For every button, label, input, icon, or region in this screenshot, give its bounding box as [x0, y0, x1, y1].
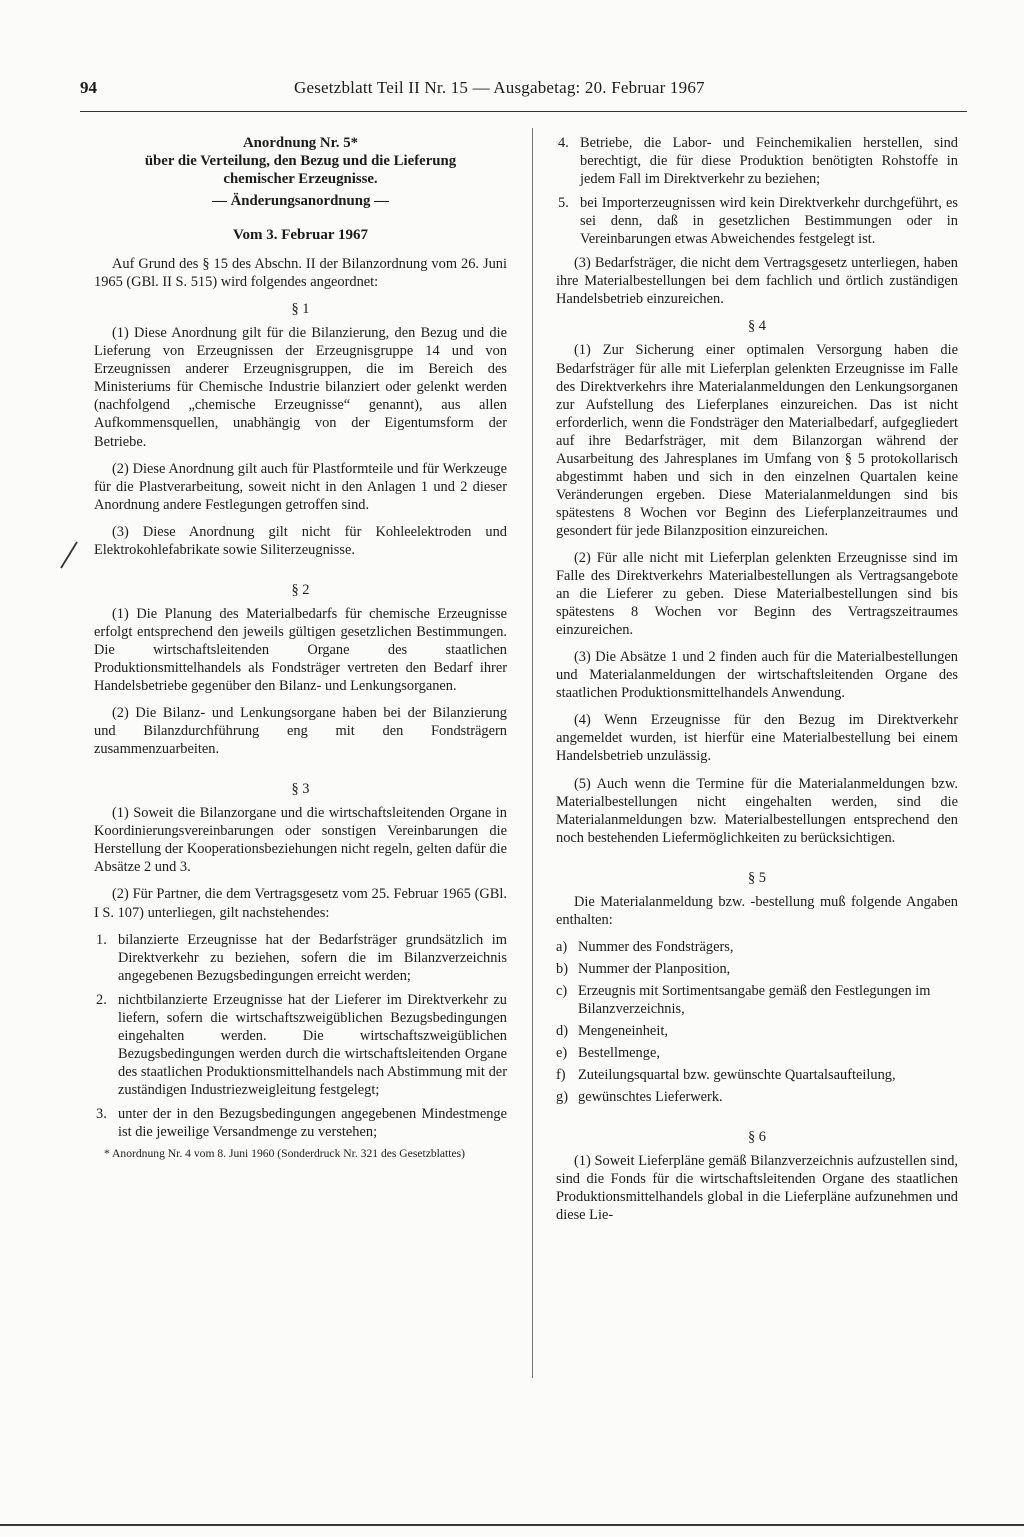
paragraph: (3) Die Absätze 1 und 2 finden auch für die Materialbestellungen und Materialanmeldungen der wirtschaftsleitenden Organe des staatlichen Produktionsmittelhandels Anwendung. — [556, 649, 958, 702]
ordinance-title: Anordnung Nr. 5* über die Verteilung, den Bezug und die Lieferung chemischer Erzeugnisse. — [144, 135, 457, 187]
paragraph: (2) Für Partner, die dem Vertragsgesetz vom 25. Februar 1965 (GBl. I S. 107) unterliegen, gilt nachstehendes: — [94, 886, 507, 921]
section-heading-4: § 4 — [748, 318, 766, 335]
paragraph: Die Materialanmeldung bzw. -bestellung muß folgende Angaben enthalten: — [556, 893, 958, 928]
list-item: f) Zuteilungsquartal bzw. gewünschte Quartalsaufteilung, — [556, 1067, 896, 1084]
paragraph: (5) Auch wenn die Termine für die Materialanmeldungen bzw. Materialbestellungen nicht eingehalten werden, sind die Materialanmeldungen bzw. Materialbestellungen entsprechend den noch bestehenden Liefermöglichkeiten zu berücksichtigen. — [556, 775, 958, 846]
header-rule — [80, 111, 967, 112]
list-item: e) Bestellmenge, — [556, 1045, 660, 1062]
list-item: d) Mengeneinheit, — [556, 1023, 668, 1040]
paragraph: (4) Wenn Erzeugnisse für den Bezug im Direktverkehr angemeldet wurden, ist hierfür eine Materialbestellung bei einem Handelsbetrieb unzulässig. — [556, 712, 958, 765]
section-heading-1: § 1 — [291, 301, 310, 318]
right-column — [556, 134, 958, 1233]
list-item: b) Nummer der Planposition, — [556, 960, 731, 977]
paragraph: (1) Zur Sicherung einer optimalen Versorgung haben die Bedarfsträger für alle mit Lieferplan gelenkten Erzeugnisse im Falle des Direktverkehrs ihre Materialanmeldungen den Lenkungsorganen zur Aufstellung des Lieferplanes einzureichen. Das ist nicht erforderlich, wenn die Fondsträger den Materialbedarf, aufgegliedert auf ihre Bedarfsträger, mit dem Bilanzorgan während der Ausarbeitung des Jahresplanes im Umfang von § 5 protokollarisch abgestimmt haben und sich in den einzelnen Quartalen keine Veränderungen ergeben. Diese Materialanmeldungen sind bis spätestens 8 Wochen vor Beginn des Lieferplanzeitraumes und gesondert für jede Bilanzposition einzureichen. — [556, 342, 958, 539]
paragraph: (1) Soweit die Bilanzorgane und die wirtschaftsleitenden Organe in Koordinierungsvereinbarungen oder sonstigen Vereinbarungen die Herstellung der Kooperationsbeziehungen nicht regeln, gelten dafür die Absätze 2 und 3. — [94, 805, 507, 876]
ordinance-date: Vom 3. Februar 1967 — [233, 227, 368, 244]
list-item: 1. bilanzierte Erzeugnisse hat der Bedarfsträger grundsätzlich im Direktverkehr zu beziehen, sofern die im Bilanzverzeichnis angegebenen Bezugsbedingungen erreicht werden; — [96, 931, 507, 984]
paragraph: (1) Soweit Lieferpläne gemäß Bilanzverzeichnis aufzustellen sind, sind die Fonds für die wirtschaftsleitenden Organe des staatlichen Produktionsmittelhandels global in die Lieferpläne aufzunehmen und diese Lie- — [556, 1153, 958, 1224]
left-column — [94, 134, 507, 1161]
section-heading-3: § 3 — [291, 781, 310, 798]
margin-pencil-mark — [58, 540, 80, 570]
paragraph: (1) Die Planung des Materialbedarfs für chemische Erzeugnisse erfolgt entsprechend den jeweils gültigen gesetzlichen Bestimmungen. Die wirtschaftsleitenden Organe des staatlichen Produktionsmittelhandels als Fondsträger vertreten den Bedarf ihrer Handelsbetriebe gegenüber den Bilanz- und Lenkungsorganen. — [94, 605, 507, 695]
section-heading-6: § 6 — [748, 1129, 766, 1146]
paragraph: (3) Bedarfsträger, die nicht dem Vertragsgesetz unterliegen, haben ihre Materialbestellungen bei dem fachlich und örtlich zuständigen Handelsbetrieb einzureichen. — [556, 255, 958, 308]
paragraph: (2) Für alle nicht mit Lieferplan gelenkten Erzeugnisse sind im Falle des Direktverkehrs Materialbestellungen als Vertragsangebote an die Lieferer zu geben. Diese Materialbestellungen sind bis spätestens 8 Wochen vor Beginn des Vertragszeitraumes einzureichen. — [556, 549, 958, 639]
column-divider — [532, 128, 533, 1378]
list-item: 5. bei Importerzeugnissen wird kein Direktverkehr durchgeführt, es sei denn, daß in gesetzlichen Bestimmungen oder in Vereinbarungen etwas Abweichendes festgelegt ist. — [558, 195, 958, 248]
list-item: a) Nummer des Fondsträgers, — [556, 938, 734, 955]
list-item: 4. Betriebe, die Labor- und Feinchemikalien herstellen, sind berechtigt, die für diese Produktion benötigten Rohstoffe in jedem Fall im Direktverkehr zu beziehen; — [558, 135, 958, 188]
paragraph: (2) Die Bilanz- und Lenkungsorgane haben bei der Bilanzierung und Bilanzdurchführung eng mit den Fondsträgern zusammenzuarbeiten. — [94, 705, 507, 758]
scan-edge-line — [0, 1524, 1024, 1526]
ordinance-subtitle: — Änderungsanordnung — — [212, 193, 389, 209]
running-head: Gesetzblatt Teil II Nr. 15 — Ausgabetag: 20. Februar 1967 — [294, 78, 705, 97]
page-header — [80, 78, 1024, 102]
preamble: Auf Grund des § 15 des Abschn. II der Bilanzordnung vom 26. Juni 1965 (GBl. II S. 515) wird folgendes angeordnet: — [94, 256, 507, 291]
footnote: * Anordnung Nr. 4 vom 8. Juni 1960 (Sonderdruck Nr. 321 des Gesetzblattes) — [104, 1147, 465, 1161]
list-item: c) Erzeugnis mit Sortimentsangabe gemäß den Festlegungen im Bilanzverzeichnis, — [556, 982, 931, 1017]
paragraph: (2) Diese Anordnung gilt auch für Plastformteile und für Werkzeuge für die Plastverarbeitung, soweit nicht in den Anlagen 1 und 2 dieser Anordnung andere Festlegungen getroffen sind. — [94, 460, 507, 513]
list-item: 2. nichtbilanzierte Erzeugnisse hat der Lieferer im Direktverkehr zu liefern, sofern die wirtschaftszweigüblichen Bezugsbedingungen eingehalten werden. Die wirtschaftszweigüblichen Bezugsbedingungen werden durch die wirtschaftsleitenden Organe des staatlichen Produktionsmittelhandels nach Abstimmung mit der zuständigen Industriezweigleitung festgelegt; — [96, 991, 507, 1098]
paragraph: (1) Diese Anordnung gilt für die Bilanzierung, den Bezug und die Lieferung von Erzeugnissen der Erzeugnisgruppe 14 und von Erzeugnissen anderer Erzeugnisgruppen, die im Bereich des Ministeriums für Chemische Industrie bilanziert oder gelenkt werden (nachfolgend „chemische Erzeugnisse“ genannt), aus allen Aufkommensquellen, unabhängig von der Eigentumsform der Betriebe. — [94, 325, 507, 450]
page-number: 94 — [80, 78, 97, 97]
paragraph: (3) Diese Anordnung gilt nicht für Kohleelektroden und Elektrokohlefabrikate sowie Siliterzeugnisse. — [94, 523, 507, 558]
list-item: 3. unter der in den Bezugsbedingungen angegebenen Mindestmenge ist die jeweilige Versandmenge zu verstehen; — [96, 1105, 507, 1141]
section-heading-5: § 5 — [748, 869, 766, 886]
section-heading-2: § 2 — [291, 581, 310, 598]
list-item: g) gewünschtes Lieferwerk. — [556, 1089, 723, 1106]
